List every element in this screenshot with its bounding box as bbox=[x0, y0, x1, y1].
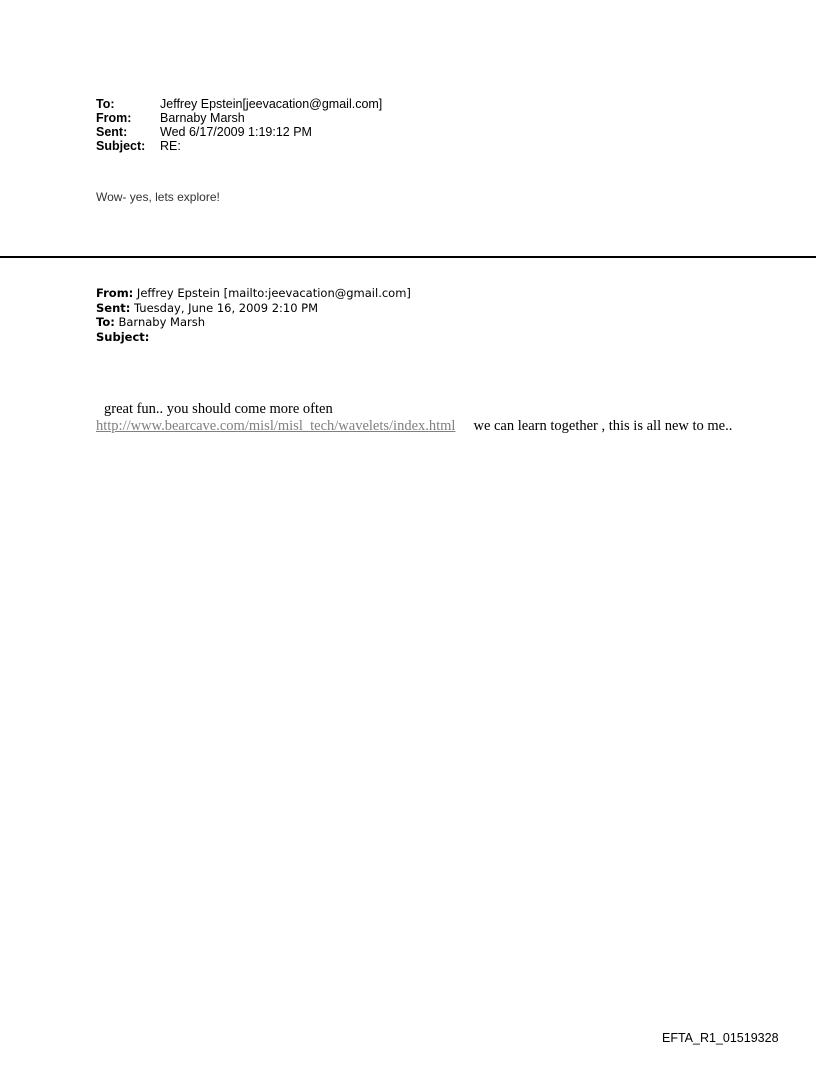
to-value: Jeffrey Epstein[jeevacation@gmail.com] bbox=[160, 97, 383, 111]
from-value: Barnaby Marsh bbox=[160, 111, 245, 125]
quoted-sent-label: Sent: bbox=[96, 300, 131, 315]
quoted-body bbox=[96, 401, 736, 435]
message-separator bbox=[0, 256, 816, 258]
quoted-to-label: To: bbox=[96, 315, 115, 329]
sent-label: Sent: bbox=[96, 125, 128, 139]
quoted-header bbox=[96, 286, 411, 344]
reply-body: Wow- yes, lets explore! bbox=[96, 190, 220, 204]
from-label: From: bbox=[96, 111, 132, 125]
header-row-sent bbox=[96, 125, 382, 139]
subject-label: Subject: bbox=[96, 139, 146, 153]
bates-number: EFTA_R1_01519328 bbox=[662, 1031, 779, 1045]
quoted-sent-row bbox=[96, 301, 411, 316]
quoted-to-value: Barnaby Marsh bbox=[114, 315, 206, 329]
quoted-subject-row bbox=[96, 330, 411, 345]
to-label: To: bbox=[96, 97, 115, 111]
header-row-to bbox=[96, 97, 382, 111]
header-row-subject bbox=[96, 139, 382, 153]
quoted-from-value: Jeffrey Epstein [mailto:jeevacation@gmail.com] bbox=[133, 286, 411, 300]
quoted-sent-value: Tuesday, June 16, 2009 2:10 PM bbox=[130, 300, 319, 315]
quoted-body-line2: we can learn together , this is all new to me.. bbox=[473, 418, 733, 434]
quoted-subject-label: Subject: bbox=[96, 329, 150, 344]
sent-value: Wed 6/17/2009 1:19:12 PM bbox=[160, 125, 312, 139]
email-header bbox=[96, 97, 382, 153]
quoted-from-label: From: bbox=[96, 286, 134, 300]
quoted-body-line1: great fun.. you should come more often bbox=[104, 401, 333, 417]
wavelets-link[interactable]: http://www.bearcave.com/misl/misl_tech/wavelets/index.html bbox=[96, 418, 456, 434]
quoted-to-row bbox=[96, 315, 411, 330]
quoted-from-row bbox=[96, 286, 411, 301]
subject-value: RE: bbox=[160, 139, 181, 153]
header-row-from bbox=[96, 111, 382, 125]
